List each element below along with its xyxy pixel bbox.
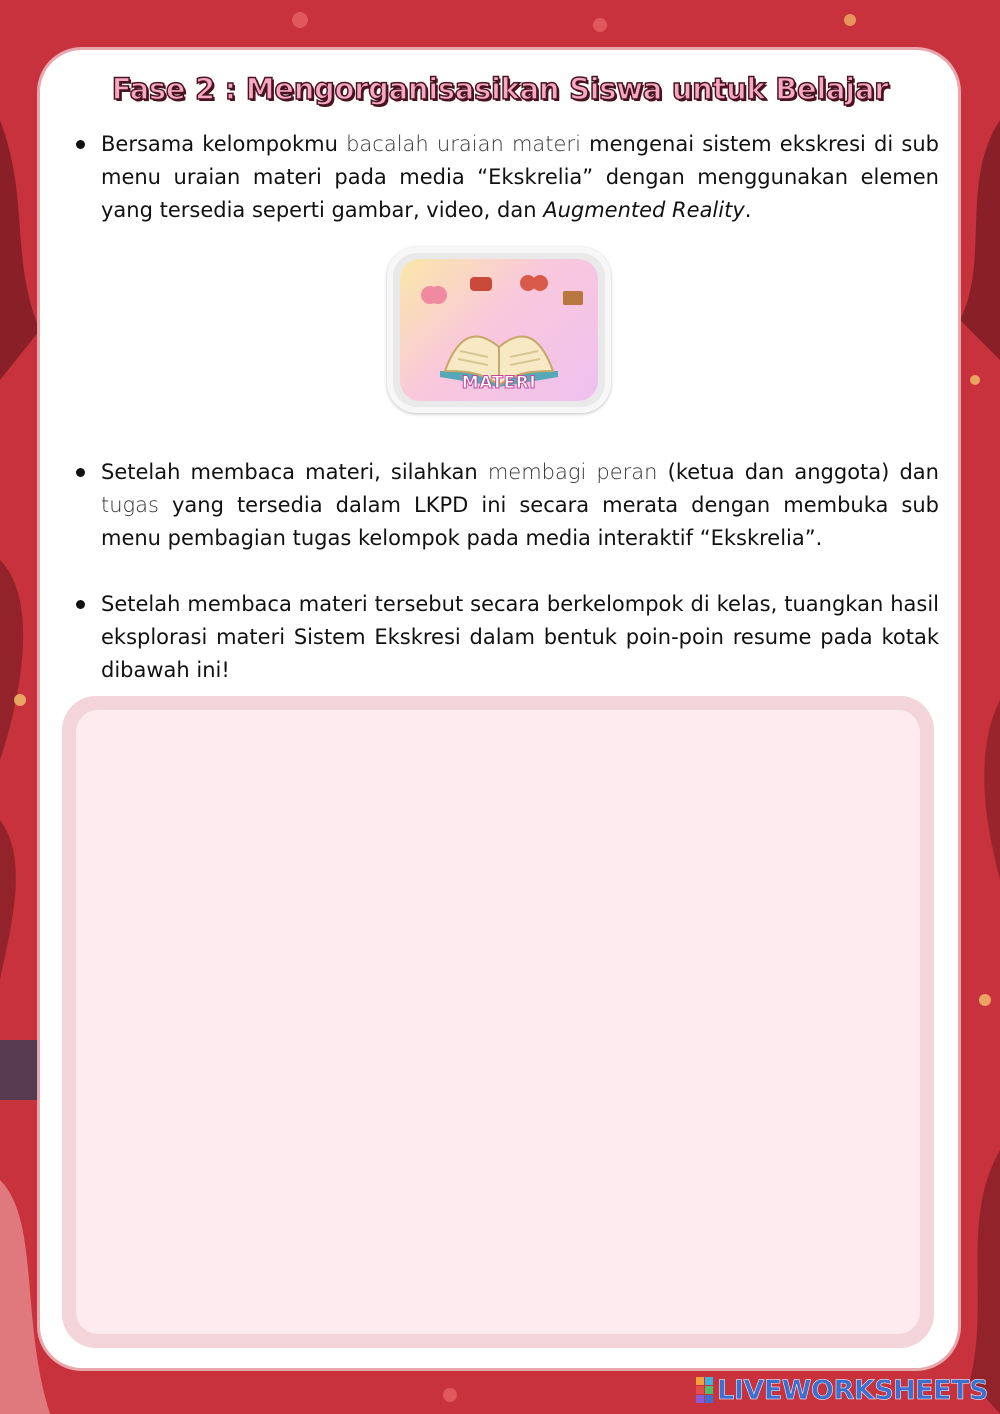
p2-text-b: membagi peran: [487, 460, 658, 484]
p1-text-b: bacalah uraian materi: [346, 132, 590, 156]
p1-text-c: mengenai sistem ekskresi di sub menu uraian materi pada media “Ekskrelia” dengan menggunakan elemen yang tersedia seperti gambar, video, dan: [101, 132, 939, 222]
liveworksheets-text: LIVEWORKSHEETS: [717, 1374, 988, 1406]
liveworksheets-brand: [696, 1374, 988, 1406]
materi-button[interactable]: [387, 247, 611, 413]
p1-text-e: .: [744, 198, 752, 222]
materi-button-label: MATERI: [461, 373, 537, 393]
p2-text-a: Setelah membaca materi, silahkan: [101, 460, 488, 484]
bullet-3: [76, 600, 85, 609]
instruction-paragraph-3: [101, 588, 939, 687]
bullet-2: [76, 468, 85, 477]
instruction-paragraph-2: [101, 456, 939, 555]
resume-input[interactable]: [76, 710, 920, 1334]
instruction-paragraph-1: [101, 128, 939, 227]
liveworksheets-logo-icon: [696, 1377, 713, 1403]
p3-text-a: Setelah membaca materi tersebut secara berkelompok di kelas, tuangkan hasil eksplorasi materi Sistem Ekskresi dalam bentuk poin-poin resume pada kotak dibawah ini!: [101, 592, 939, 682]
page-title: Fase 2 : Mengorganisasikan Siswa untuk Belajar: [111, 72, 889, 106]
p1-text-a: Bersama kelompokmu: [101, 132, 347, 156]
bullet-1: [76, 140, 85, 149]
p2-text-e: yang tersedia dalam LKPD ini secara merata dengan membuka sub menu pembagian tugas kelompok pada media interaktif “Ekskrelia”.: [101, 493, 939, 550]
resume-box-frame: [62, 696, 934, 1348]
materi-button-image: [400, 259, 598, 401]
p2-text-d: tugas: [101, 493, 159, 517]
p1-text-d: Augmented Reality: [543, 198, 745, 222]
p2-text-c: (ketua dan anggota) dan: [657, 460, 939, 484]
